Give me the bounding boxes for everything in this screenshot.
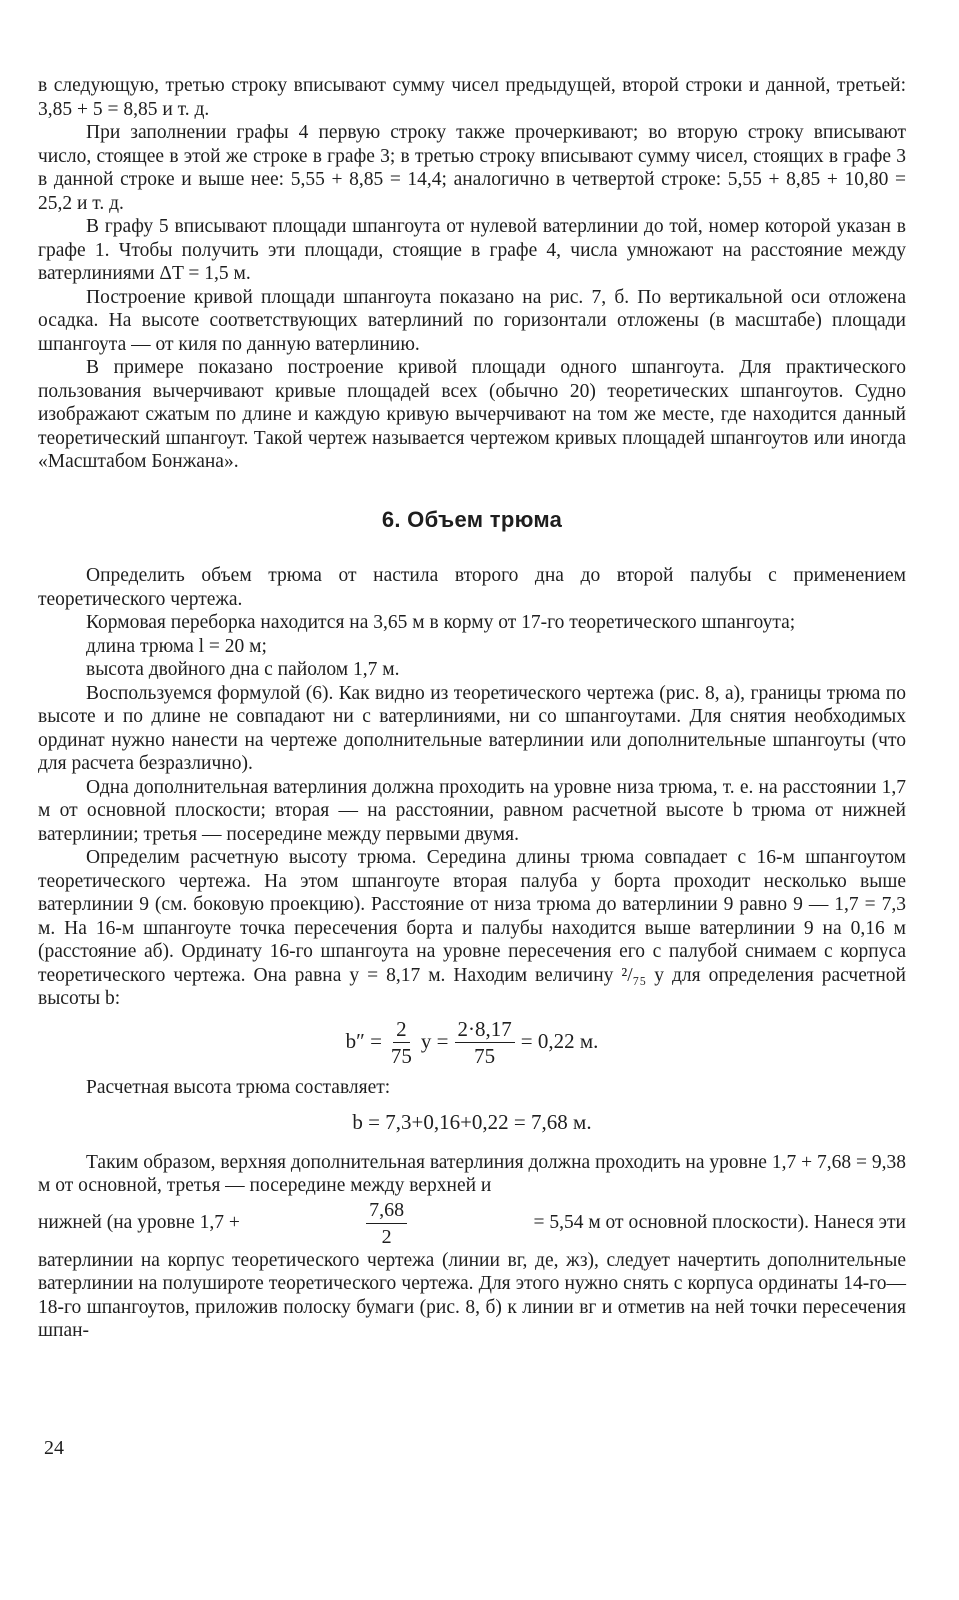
section-title: 6. Объем трюма — [381, 506, 563, 532]
paragraph: При заполнении графы 4 первую строку также прочеркивают; во вторую строку вписывают число, стоящее в этой же строке в графе 3; в третью строку вписывают сумму чисел, стоящих в графе 3 в данной строке и выше нее: 5,55 + 8,85 = 14,4; аналогично в четвертой строке: 5,55 + 8,85 + 10,80 = 25,2 и т. д. — [38, 122, 906, 214]
paragraph: высота двойного дна с пайолом 1,7 м. — [86, 659, 400, 680]
page-body — [38, 74, 906, 1343]
fraction — [388, 1017, 415, 1068]
paragraph: Одна дополнительная ватерлиния должна проходить на уровне низа трюма, т. е. на расстоянии 1,7 м от основной плоскости; вторая — на расстоянии, равном расчетной высоте b трюма от нижней ватерлинии; третья — посередине между первыми двумя. — [38, 776, 906, 845]
formula-mid: y = — [420, 1029, 449, 1054]
inline-text-left: нижней (на уровне 1,7 + — [38, 1212, 240, 1234]
fraction-denominator: 75 — [390, 1043, 412, 1068]
paragraph: В графу 5 вписывают площади шпангоута от нулевой ватерлинии до той, номер которой указан в графе 1. Чтобы получить эти площади, стоящие в графе 4, числа умножают на расстояние между ватерлиниями ΔT = 1,5 м. — [38, 216, 906, 284]
paragraph: Кормовая переборка находится на 3,65 м в корму от 17-го теоретического шпангоута; — [86, 612, 796, 633]
fraction-denominator: 75 — [474, 1043, 496, 1068]
formula-b-double-prime — [38, 1017, 906, 1068]
fraction — [366, 1198, 407, 1249]
paragraph: в следующую, третью строку вписывают сумму чисел предыдущей, второй строки и данной, третьей: 3,85 + 5 = 8,85 и т. д. — [38, 75, 906, 120]
paragraph: Определим расчетную высоту трюма. Середина длины трюма совпадает с 16-м шпангоутом теоретического чертежа. На этом шпангоуте вторая палуба у борта проходит несколько выше ватерлинии 9 (см. боковую проекцию). Расстояние от низа трюма до ватерлинии 9 равно 9 — 1,7 = 7,3 м. На 16-м шпангоуте точка пересечения борта и палубы находится выше ватерлинии 9 на 0,16 м (расстояние аб). Ординату 16-го шпангоута на уровне пересечения его с палубой снимаем с корпуса теоретического чертежа. Она равна y = 8,17 м. Находим величину ²/₇₅ y для определения расчетной высоты b: — [38, 847, 906, 1009]
fraction-numerator: 2·8,17 — [455, 1017, 515, 1043]
formula-inline-line — [38, 1198, 906, 1249]
paragraph: Построение кривой площади шпангоута показано на рис. 7, б. По вертикальной оси отложена осадка. На высоте соответствующих ватерлиний по горизонтали отложены (в масштабе) площади шпангоута — от киля по данную ватерлинию. — [38, 286, 906, 355]
paragraph: длина трюма l = 20 м; — [86, 635, 267, 657]
formula-rhs: = 0,22 м. — [520, 1029, 599, 1054]
paragraph: Расчетная высота трюма составляет: — [86, 1076, 391, 1098]
fraction-denominator: 2 — [381, 1225, 392, 1248]
fraction-numerator: 2 — [393, 1017, 410, 1043]
paragraph: Воспользуемся формулой (6). Как видно из теоретического чертежа (рис. 8, а), границы трюма по высоте и по длине не совпадают ни с ватерлиниями, ни со шпангоутами. Для снятия необходимых ординат нужно нанести на чертеже дополнительные ватерлинии или дополнительные шпангоуты (что для расчета безразлично). — [38, 682, 906, 774]
paragraph: В примере показано построение кривой площади одного шпангоута. Для практического пользования вычерчивают кривые площадей всех (обычно 20) теоретических шпангоутов. Судно изображают сжатым по длине и каждую кривую вычерчивают на том же месте, где находится данный теоретический шпангоут. Такой чертеж называется чертежом кривых площадей шпангоутов или иногда «Масштабом Бонжана». — [38, 357, 906, 472]
page-number: 24 — [44, 1437, 64, 1459]
paragraph: Определить объем трюма от настила второго дна до второй палубы с применением теоретического чертежа. — [38, 565, 906, 610]
paragraph: ватерлинии на корпус теоретического чертежа (линии вг, де, жз), следует начертить дополнительные ватерлинии на полушироте теоретического чертежа. Для этого нужно снять с корпуса ординаты 14-го—18-го шпангоутов, приложив полоску бумаги (рис. 8, б) к линии вг и отметив на ней точки пересечения шпан- — [38, 1249, 906, 1341]
inline-text-right: = 5,54 м от основной плоскости). Нанеся эти — [533, 1212, 906, 1234]
paragraph: Таким образом, верхняя дополнительная ватерлиния должна проходить на уровне 1,7 + 7,68 = 9,38 м от основной, третья — посередине между верхней и — [38, 1151, 906, 1196]
formula-lhs: b″ = — [345, 1029, 382, 1054]
fraction — [455, 1017, 515, 1068]
formula-b: b = 7,3+0,16+0,22 = 7,68 м. — [352, 1110, 592, 1134]
fraction-numerator: 7,68 — [366, 1198, 407, 1224]
